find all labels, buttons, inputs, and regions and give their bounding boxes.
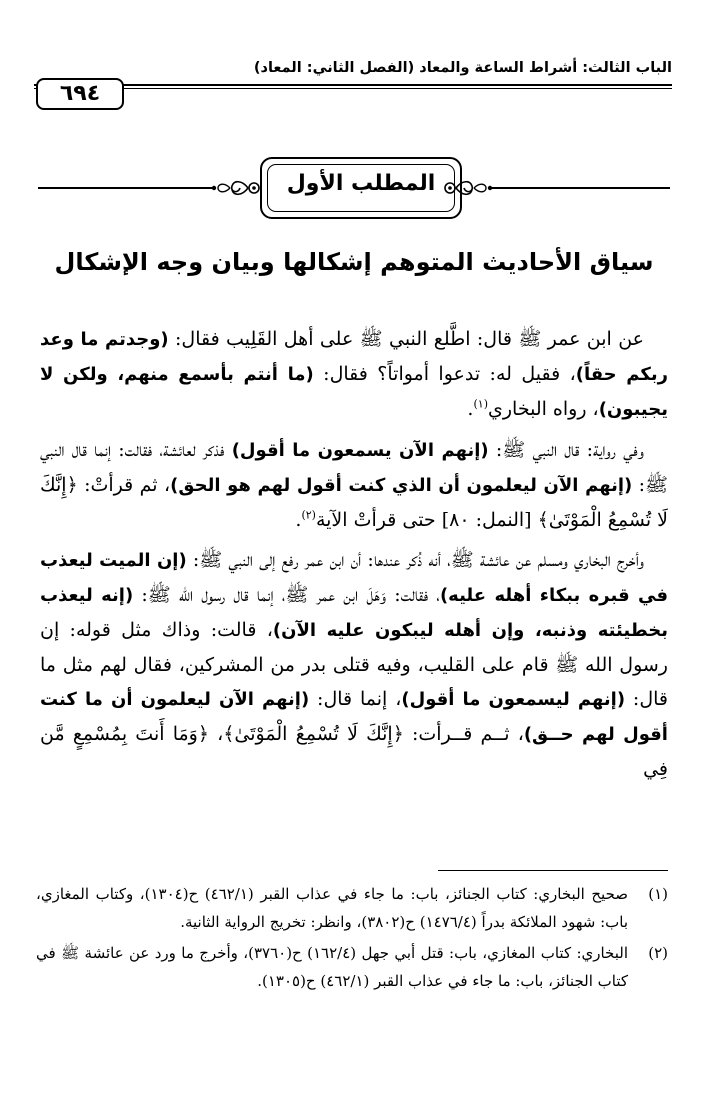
text-run: ، ثــم قــرأت: ﴿إِنَّكَ لَا تُسْمِعُ الْمَوْتَىٰ﴾، ﴿وَمَا أَنتَ بِمُسْمِعٍ مَّن فِي xyxy=(40,723,668,780)
hadith-quote: (إنهم ليسمعون ما أقول) xyxy=(401,689,626,710)
text-run: . xyxy=(295,509,302,531)
text-run: وأخرج البخاري ومسلم عن عائشة ﷺ، أنه ذُكر عندها: أن ابن عمر رفع إلى النبي ﷺ: xyxy=(186,549,644,571)
text-run: ، ثم قرأتْ: ﴿إِنَّكَ لَا تُسْمِعُ الْمَوْتَىٰ﴾ [النمل: ٨٠] حتى قرأتْ الآية xyxy=(40,474,668,531)
banner-rule-right xyxy=(490,187,670,189)
page-number-frame xyxy=(36,78,124,110)
text-run: وفي رواية: قال النبي ﷺ: xyxy=(488,439,644,461)
hadith-quote: (إن الميت ليعذب في قبره ببكاء أهله عليه) xyxy=(40,550,669,606)
banner-rule-left xyxy=(38,187,213,189)
footnote-ref[interactable]: (٢) xyxy=(301,508,316,522)
hadith-quote: (ما أنتم بأسمع منهم، ولكن لا يجيبون) xyxy=(40,364,668,420)
page-number: ٦٩٤ xyxy=(59,81,101,106)
footnote-marker: (١) xyxy=(648,885,668,903)
footnote-ref[interactable]: (١) xyxy=(473,397,488,411)
hadith-quote: (إنهم الآن ليعلمون أن ما كنت أقول لهم حــق) xyxy=(40,689,668,745)
body-text xyxy=(40,322,668,792)
section-banner xyxy=(38,157,670,219)
footnotes xyxy=(36,880,668,998)
page-number-badge xyxy=(36,78,128,114)
text-run: فذكر لعائشة، فقالت: إنما قال النبي ﷺ: xyxy=(40,439,668,496)
text-run: ، قالت: وذاك مثل قوله: إن رسول الله ﷺ قام على القليب، وفيه قتلى بدر من المشركين، فقال لهم مثل ما قال: xyxy=(40,619,669,710)
header-rule-thin xyxy=(34,88,672,89)
hadith-quote: (إنهم الآن يسمعون ما أقول) xyxy=(231,440,489,461)
text-run: ، إنما قال: xyxy=(309,688,402,710)
paragraph-1 xyxy=(40,322,668,427)
text-run: ، رواه البخاري xyxy=(487,398,599,420)
section-title: المطلب الأول xyxy=(286,171,436,196)
text-run: ، فقيل له: تدعوا أمواتاً؟ فقال: xyxy=(313,363,576,385)
text-run: عن ابن عمر ﷺ قال: اطَّلع النبي ﷺ على أهل القَلِيب فقال: xyxy=(168,328,645,350)
footnote-text: صحيح البخاري: كتاب الجنائز، باب: ما جاء في عذاب القبر (٤٦٢/١) ح(١٣٠٤)، وكتاب المغازي، باب: شهود الملائكة بدراً (١٤٧٦/٤) ح(٣٨٠٢)، وانظر: تخريج الرواية الثانية. xyxy=(36,885,629,931)
hadith-quote: (إنهم الآن ليعلمون أن الذي كنت أقول لهم هو الحق) xyxy=(170,475,633,496)
running-header xyxy=(34,58,672,106)
hadith-quote: (إنه ليعذب بخطيئته وذنبه، وإن أهله ليبكون عليه الآن) xyxy=(40,585,668,641)
hadith-quote: (وجدتم ما وعد ربكم حقاً) xyxy=(40,329,669,385)
ornament-left-icon xyxy=(210,176,260,200)
section-title-frame xyxy=(260,157,462,219)
paragraph-2 xyxy=(40,433,668,537)
text-run: ، فقالت: وَهَلَ ابن عمر ﷺ، إنما قال رسول الله ﷺ: xyxy=(133,584,440,606)
text-run: . xyxy=(467,398,474,420)
footnote-marker: (٢) xyxy=(648,944,668,962)
paragraph-3 xyxy=(40,543,668,786)
footnote-2 xyxy=(36,939,668,995)
footnote-separator xyxy=(438,870,668,871)
header-rule xyxy=(34,84,672,86)
running-title: الباب الثالث: أشراط الساعة والمعاد (الفصل الثاني: المعاد) xyxy=(253,60,672,76)
footnote-1 xyxy=(36,880,668,936)
main-heading: سياق الأحاديث المتوهم إشكالها وبيان وجه الإشكال xyxy=(54,248,654,276)
footnote-text: البخاري: كتاب المغازي، باب: قتل أبي جهل (١٦٢/٤) ح(٣٧٦٠)، وأخرج ما ورد عن عائشة ﷺ في كتاب الجنائز، باب: ما جاء في عذاب القبر (٤٦٢/١) ح(١٣٠٥). xyxy=(36,944,629,990)
